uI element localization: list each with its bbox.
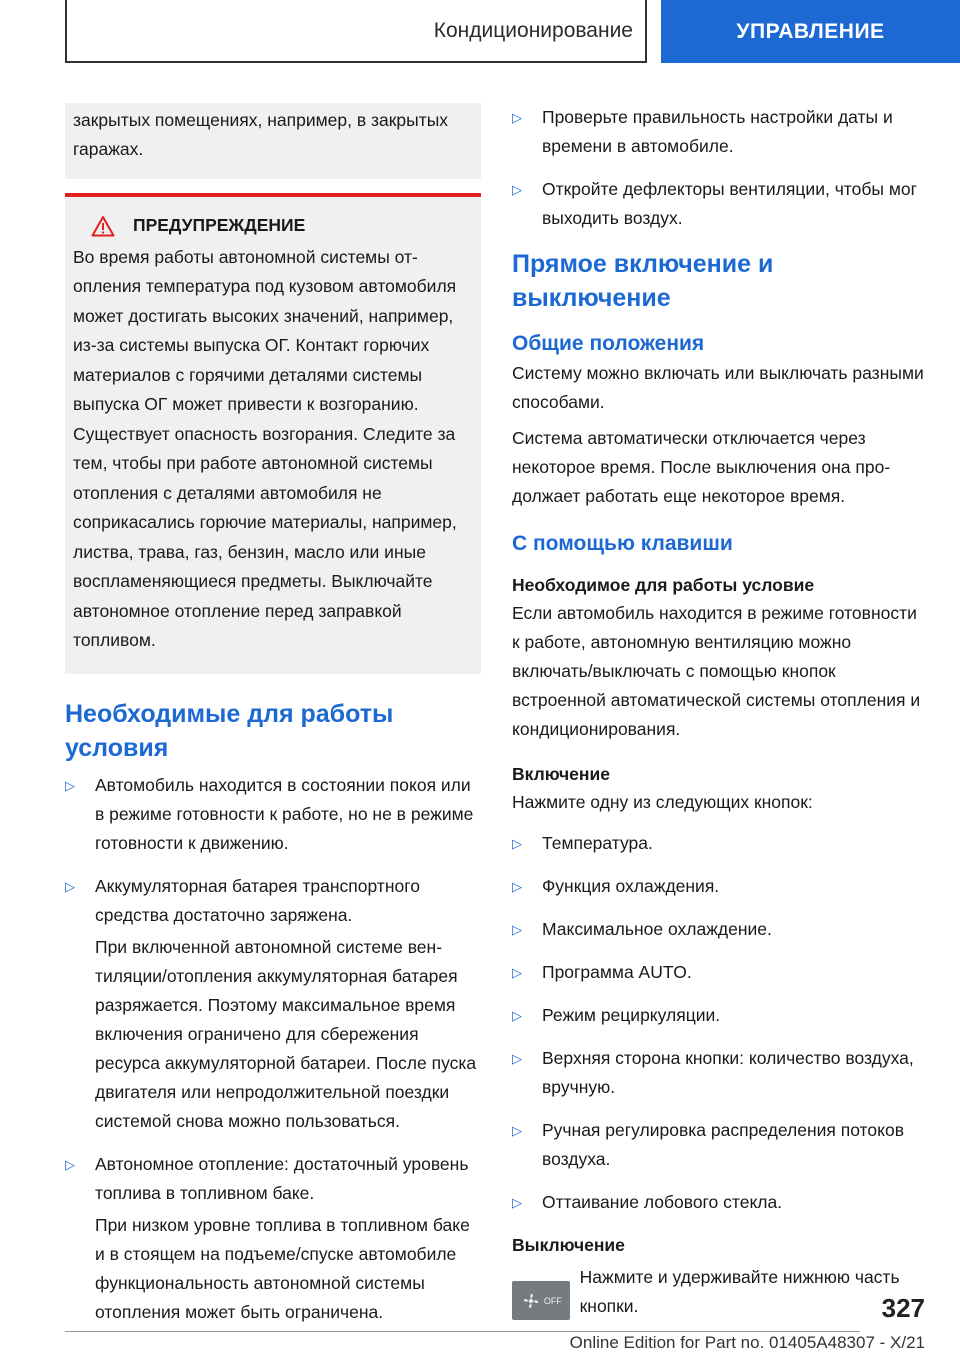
switch-off-heading: Выключение — [512, 1235, 625, 1255]
footer-divider — [65, 1331, 860, 1332]
list-item-text: Аккумуляторная батарея транспортного средства достаточно заряжена. — [95, 875, 420, 925]
key-heading: С помощью клавиши — [512, 532, 733, 555]
conditions-list — [65, 771, 481, 858]
triangle-bullet-icon: ▷ — [65, 878, 75, 894]
list-item — [512, 1188, 925, 1217]
header-section-title: Кондиционирование — [433, 18, 633, 42]
right-column — [512, 103, 925, 1321]
list-item — [512, 958, 925, 987]
header-section — [65, 0, 647, 63]
list-item — [512, 872, 925, 901]
prep-list — [512, 103, 925, 233]
triangle-bullet-icon: ▷ — [512, 922, 522, 937]
triangle-bullet-icon: ▷ — [512, 965, 522, 980]
triangle-bullet-icon: ▷ — [512, 1195, 522, 1210]
footer-edition: Online Edition for Part no. 01405A48307 - X/21 — [569, 1333, 925, 1352]
list-item-note: При включенной автономной системе вентиляции/отопления аккумуляторная батарея разряжается. Поэтому максимальное время включения ограничено для сбережения ресурса аккумуляторной батареи. После пуска двигателя или непродолжительной поездки системой снова можно пользоваться. — [95, 936, 477, 1131]
list-item — [65, 1150, 481, 1208]
list-item — [512, 915, 925, 944]
triangle-bullet-icon: ▷ — [512, 1051, 522, 1066]
key-condition-text: Если автомобиль находится в режиме готовности к работе, автономную вентиляцию можно включать/выключать с помощью кнопок встроенной автоматической системы отопления и кондиционирования. — [512, 603, 921, 739]
list-item — [65, 771, 481, 858]
continuation-text: закрытых помещениях, например, в закрытых гаражах. — [73, 110, 449, 159]
general-heading: Общие положения — [512, 332, 705, 355]
triangle-bullet-icon: ▷ — [512, 182, 522, 197]
list-item-note: При низком уровне топлива в топливном баке и в стоящем на подъеме/спуске автомобиле функциональность автономной системы отопления может быть ограничена. — [95, 1214, 470, 1322]
triangle-bullet-icon: ▷ — [65, 777, 75, 793]
header-chapter-title: УПРАВЛЕНИЕ — [736, 19, 885, 43]
continuation-box — [65, 103, 481, 179]
switch-off-text: Нажмите и удерживайте нижнюю часть кнопки. — [579, 1267, 900, 1316]
left-column — [65, 103, 481, 1327]
warning-box — [65, 193, 481, 674]
triangle-bullet-icon: ▷ — [512, 1123, 522, 1138]
list-item-text: Автономное отопление: достаточный уровень топлива в топливном баке. — [95, 1153, 469, 1203]
conditions-heading: Необходимые для работы условия — [65, 699, 394, 762]
switch-on-text: Нажмите одну из следующих кнопок: — [512, 792, 813, 812]
triangle-bullet-icon: ▷ — [512, 879, 522, 894]
switch-on-heading: Включение — [512, 764, 610, 784]
list-item-text: Режим рециркуляции. — [542, 1005, 721, 1025]
list-item-text: Оттаивание лобового стекла. — [542, 1192, 783, 1212]
conditions-list-3 — [65, 1150, 481, 1208]
page-number: 327 — [881, 1293, 925, 1323]
list-item-text: Откройте дефлекторы вентиляции, чтобы мог выходить воздух. — [542, 179, 917, 228]
list-item-text: Проверьте правильность настройки даты и времени в автомобиле. — [542, 107, 893, 156]
warning-text: Во время работы автономной системы отопления температура под кузовом автомобиля может достигать высоких значений, например, из-за системы выпуска ОГ. Контакт горючих материалов с горячими деталями системы выпуска ОГ может привести к возгоранию. Существует опасность возгорания. Следите за тем, чтобы при работе автономной системы отопления с деталями автомобиля не соприкасались горючие материалы, например, листва, трава, газ, бензин, масло или иные воспламеняющиеся предметы. Выключайте автономное отопление перед заправкой топливом. — [73, 246, 457, 650]
list-item-text: Температура. — [542, 833, 653, 853]
warning-triangle-icon — [91, 215, 115, 237]
switch-on-list — [512, 829, 925, 1217]
list-item-text: Максимальное охлаждение. — [542, 919, 772, 939]
fan-off-button-image — [512, 1281, 570, 1320]
list-item — [512, 1044, 925, 1102]
general-paragraph-2: Система автоматически отключается через некоторое время. После выключения она продолжает работать еще некоторое время. — [512, 428, 891, 506]
triangle-bullet-icon: ▷ — [512, 110, 522, 125]
switch-off-row — [512, 1263, 925, 1321]
conditions-list-2 — [65, 872, 481, 930]
header-chapter — [661, 0, 960, 63]
triangle-bullet-icon: ▷ — [65, 1156, 75, 1172]
list-item — [512, 1116, 925, 1174]
off-label: OFF — [543, 1295, 562, 1306]
list-item-text: Верхняя сторона кнопки: количество воздуха, вручную. — [542, 1048, 914, 1097]
triangle-bullet-icon: ▷ — [512, 1008, 522, 1023]
warning-title: ПРЕДУПРЕЖДЕНИЕ — [133, 215, 306, 235]
triangle-bullet-icon: ▷ — [512, 836, 522, 851]
list-item — [512, 175, 925, 233]
warning-header — [73, 211, 473, 241]
list-item-text: Автомобиль находится в состоянии покоя или в режиме готовности к работе, но не в режиме готовности к движению. — [95, 774, 474, 853]
list-item-text: Программа AUTO. — [542, 962, 692, 982]
list-item-text: Ручная регулировка распределения потоков воздуха. — [542, 1120, 904, 1169]
direct-switch-heading: Прямое включение и выключение — [512, 250, 774, 312]
fan-icon — [520, 1290, 542, 1312]
list-item — [512, 1001, 925, 1030]
list-item-text: Функция охлаждения. — [542, 876, 720, 896]
key-condition-heading: Необходимое для работы условие — [512, 575, 815, 595]
list-item — [65, 872, 481, 930]
general-paragraph-1: Систему можно включать или выключать разными способами. — [512, 363, 924, 412]
list-item — [512, 103, 925, 161]
list-item — [512, 829, 925, 858]
